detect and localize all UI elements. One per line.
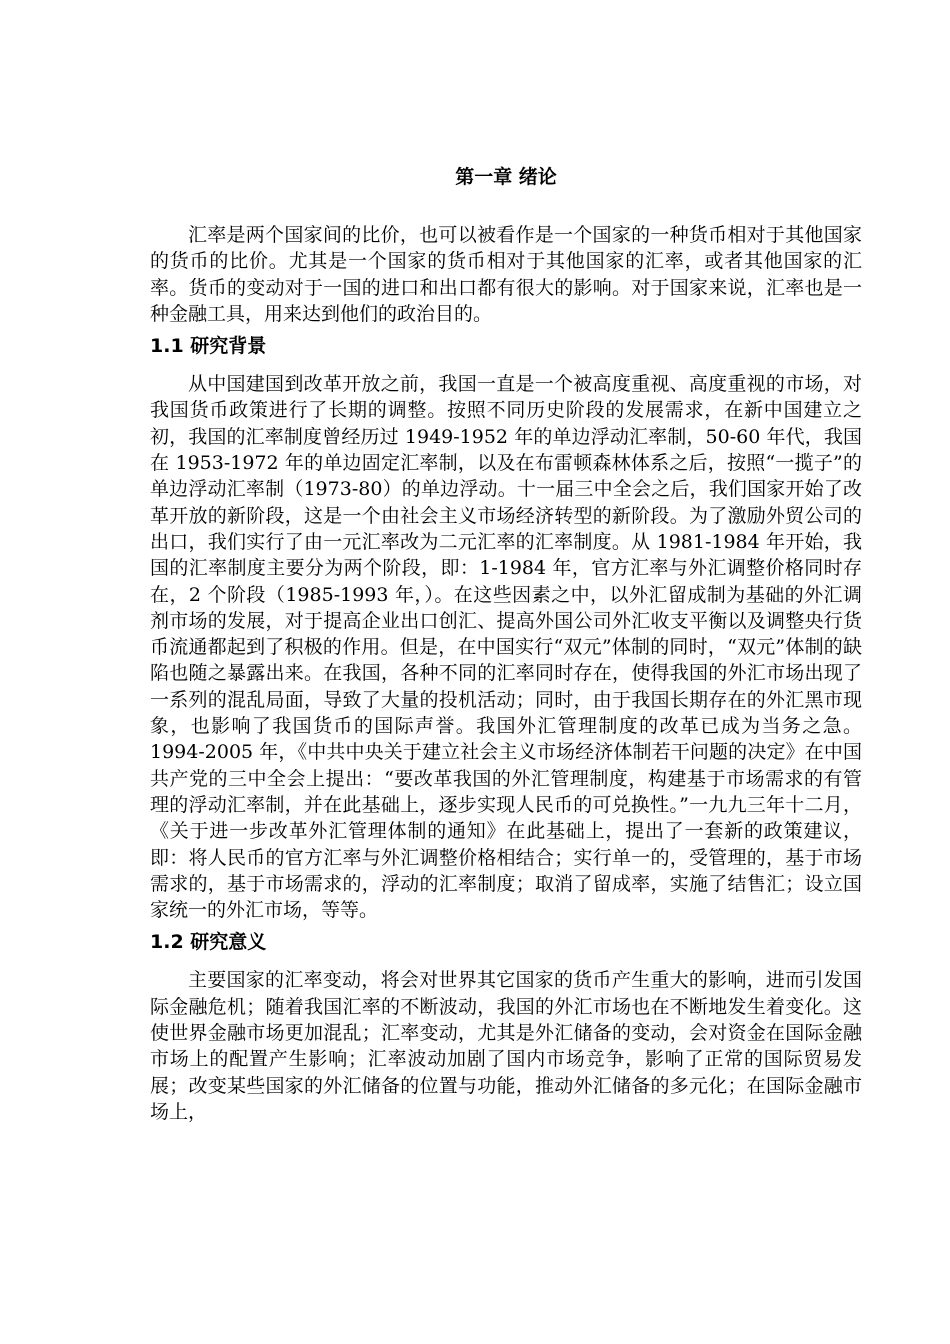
research-background-paragraph: 从中国建国到改革开放之前，我国一直是一个被高度重视、高度重视的市场，对我国货币政策进行了长期的调整。按照不同历史阶段的发展需求，在新中国建立之初，我国的汇率制度曾经历过 1949-1952 年的单边浮动汇率制，50-60 年代，我国在 1953-1972 年的单边固定汇率制，以及在布雷顿森林体系之后，按照“一揽子”的单边浮动汇率制（1973-80）的单边浮动。十一届三中全会之后，我们国家开始了改革开放的新阶段，这是一个由社会主义市场经济转型的新阶段。为了激励外贸公司的出口，我们实行了由一元汇率改为二元汇率的汇率制度。从 1981-1984 年开始，我国的汇率制度主要分为两个阶段，即：1-1984 年，官方汇率与外汇调整价格同时存在，2 个阶段（1985-1993 年，）。在这些因素之中，以外汇留成制为基础的外汇调剂市场的发展，对于提高企业出口创汇、提高外国公司外汇收支平衡以及调整央行货币流通都起到了积极的作用。但是，在中国实行“双元”体制的同时，“双元”体制的缺陷也随之暴露出来。在我国，各种不同的汇率同时存在，使得我国的外汇市场出现了一系列的混乱局面，导致了大量的投机活动；同时，由于我国长期存在的外汇黑市现象，也影响了我国货币的国际声誉。我国外汇管理制度的改革已成为当务之急。1994-2005 年，《中共中央关于建立社会主义市场经济体制若干问题的决定》在中国共产党的三中全会上提出：“要改革我国的外汇管理制度，构建基于市场需求的有管理的浮动汇率制，并在此基础上，逐步实现人民币的可兑换性。”一九九三年十二月，《关于进一步改革外汇管理体制的通知》在此基础上，提出了一套新的政策建议，即：将人民币的官方汇率与外汇调整价格相结合；实行单一的，受管理的，基于市场需求的，基于市场需求的，浮动的汇率制度；取消了留成率，实施了结售汇；设立国家统一的外汇市场，等等。 bbox=[150, 373, 862, 922]
chapter-title: 第一章 绪论 bbox=[455, 166, 557, 188]
section-heading-research-significance: 1.2 研究意义 bbox=[150, 931, 267, 954]
section-heading-research-background: 1.1 研究背景 bbox=[150, 335, 267, 358]
intro-paragraph: 汇率是两个国家间的比价，也可以被看作是一个国家的一种货币相对于其他国家的货币的比价。尤其是一个国家的货币相对于其他国家的汇率，或者其他国家的汇率。货币的变动对于一国的进口和出口都有很大的影响。对于国家来说，汇率也是一种金融工具，用来达到他们的政治目的。 bbox=[150, 224, 862, 325]
research-significance-paragraph: 主要国家的汇率变动，将会对世界其它国家的货币产生重大的影响，进而引发国际金融危机；随着我国汇率的不断波动，我国的外汇市场也在不断地发生着变化。这使世界金融市场更加混乱；汇率变动，尤其是外汇储备的变动，会对资金在国际金融市场上的配置产生影响；汇率波动加剧了国内市场竞争，影响了正常的国际贸易发展；改变某些国家的外汇储备的位置与功能，推动外汇储备的多元化；在国际金融市场上， bbox=[150, 969, 862, 1123]
document-page bbox=[150, 162, 862, 1125]
